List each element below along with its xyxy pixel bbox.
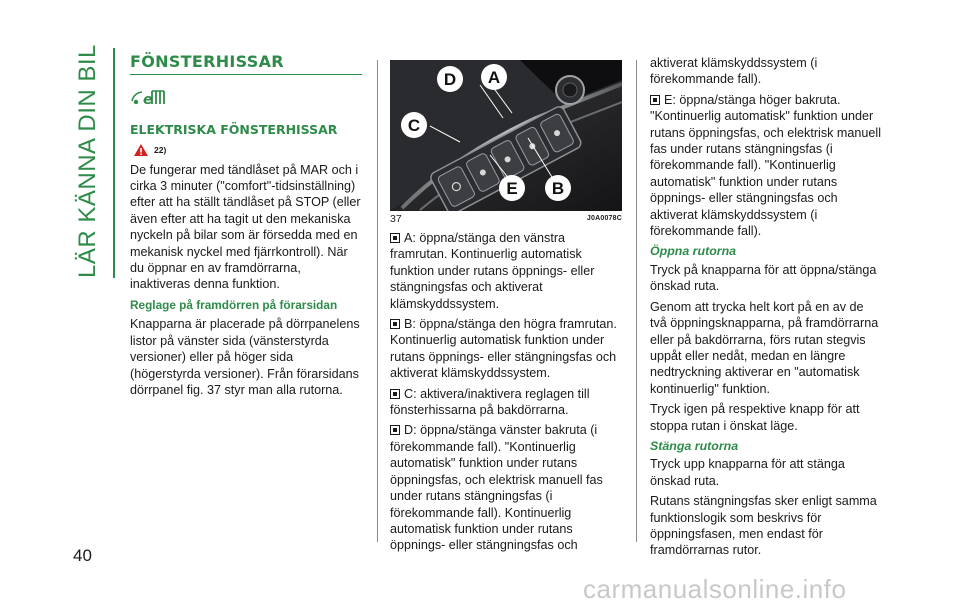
subsection-title: ELEKTRISKA FÖNSTERHISSAR <box>130 121 338 137</box>
open-paragraph: Tryck igen på respektive knapp för att stoppa rutan i önskat läge. <box>650 402 860 433</box>
figure-caption <box>390 213 622 225</box>
list-item: E: öppna/stänga höger bakruta. "Kontinuerlig automatisk" funktion under rutans öppningsfas, och elektrisk manuell fas under rutans stängningsfas (i förekommande fall). "Kontinuerlig automatisk" funktion under rutans öppnings- eller stängningsfas och aktiverat klämskyddssystem (i förekommande fall). <box>650 92 882 239</box>
door-switch-illustration <box>390 60 622 211</box>
callout-D <box>437 66 463 92</box>
callout-C <box>401 112 427 138</box>
close-paragraph: Rutans stängningsfas sker enligt samma funktionslogik som beskrivs för öppningsfasen, men endast för framdörrarnas rutor. <box>650 494 877 558</box>
list-item: C: aktivera/inaktivera reglagen till fönsterhissarna på bakdörrarna. <box>390 386 590 418</box>
watermark: carmanualsonline.info <box>583 574 847 604</box>
list-item: A: öppna/stänga den vänstra framrutan. Kontinuerlig automatisk funktion under rutans öppnings- eller stängningsfas och aktiverat klämskyddssystem. <box>390 231 595 311</box>
column-3 <box>650 55 882 563</box>
list-item: B: öppna/stänga den högra framrutan. Kontinuerlig automatisk funktion under rutans öppnings- eller stängningsfas och aktiverat klämskyddssystem. <box>390 317 617 381</box>
window-switch-logo-icon <box>130 87 170 107</box>
svg-text:A: A <box>487 68 501 87</box>
close-paragraph: Tryck upp knapparna för att stänga önskad ruta. <box>650 457 845 488</box>
driver-door-paragraph: Knapparna är placerade på dörrpanelens listor på vänster sida (vänsterstyrda versioner) eller på höger sida (högerstyrda versioner). Från förarsidans dörrpanel fig. 37 styr man alla rutorna. <box>130 317 360 397</box>
svg-text:D: D <box>443 70 457 89</box>
key-icon <box>390 425 400 435</box>
page-number: 40 <box>73 546 92 565</box>
callout-B <box>545 175 571 201</box>
key-icon <box>390 233 400 243</box>
warning-ref-number: 22) <box>154 145 167 156</box>
svg-text:E: E <box>506 179 518 198</box>
close-windows-heading: Stänga rutorna <box>650 438 739 453</box>
chapter-side-tab <box>62 44 114 278</box>
section-title: FÖNSTERHISSAR <box>130 54 362 75</box>
door-switch-photo <box>390 60 622 211</box>
driver-door-heading: Reglage på framdörren på förarsidan <box>130 297 338 312</box>
continuation-text: aktiverat klämskyddssystem (i förekommande fall). <box>650 56 818 87</box>
callout-E <box>499 175 525 201</box>
column-divider-2 <box>636 60 637 542</box>
figure-code: J0A0078C <box>586 215 622 222</box>
open-paragraph: Genom att trycka helt kort på en av de två öppningsknapparna, på framdörrarna eller på bakdörrarna, förs rutan stegvis uppåt eller nedåt, medan en längre nedtryckning aktiverar en "automatisk kontinuerlig" funktion. <box>650 299 879 396</box>
list-item: D: öppna/stänga vänster bakruta (i förekommande fall). "Kontinuerlig automatisk" funktion under rutans öppningsfas, och elektrisk manuell fas under rutans stängningsfas (i förekommande fall). Kontinuerlig automatisk funktion under rutans öppnings- eller stängningsfas och <box>390 423 603 553</box>
open-paragraph: Tryck på knapparna för att öppna/stänga önskad ruta. <box>650 262 877 294</box>
warning-reference <box>133 142 362 158</box>
warning-triangle-icon <box>133 143 149 157</box>
key-icon <box>650 95 660 105</box>
chapter-title: LÄR KÄNNA DIN BIL <box>74 44 101 278</box>
svg-text:C: C <box>407 116 421 135</box>
column-1 <box>130 54 362 402</box>
callout-A <box>481 64 507 90</box>
open-windows-heading: Öppna rutorna <box>650 244 737 259</box>
figure-number: 37 <box>390 213 402 225</box>
column-divider-1 <box>377 60 378 542</box>
svg-text:B: B <box>551 179 565 198</box>
side-divider <box>113 48 115 278</box>
intro-paragraph: De fungerar med tändlåset på MAR och i cirka 3 minuter ("comfort"-tidsinställning) efter att ha ställt tändlåset på STOP (eller även efter att ha tagit ut den mekaniska nyckeln på bilar som är försedda med en mekanisk nyckel med fjärrkontroll). När du öppnar en av framdörrarna, inaktiveras denna funktion. <box>130 162 361 292</box>
column-2 <box>390 230 622 558</box>
svg-text:e: e <box>143 92 153 108</box>
key-icon <box>390 319 400 329</box>
key-icon <box>390 389 400 399</box>
